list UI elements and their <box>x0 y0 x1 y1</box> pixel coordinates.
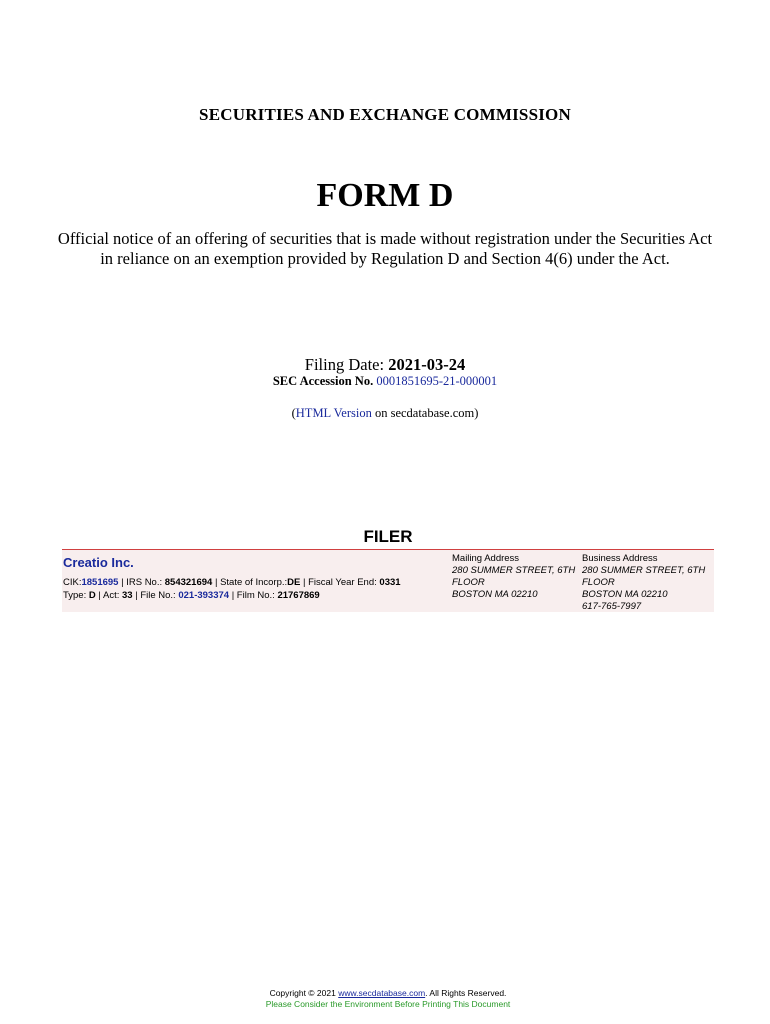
act-label: | Act: <box>98 590 120 601</box>
irs-value: 854321694 <box>164 577 213 588</box>
copyright-prefix: Copyright © 2021 <box>269 988 336 998</box>
filer-ids-row-1 <box>63 577 401 588</box>
company-name[interactable]: Creatio Inc. <box>63 555 134 570</box>
accession-label: SEC Accession No. <box>272 374 374 388</box>
fye-label: | Fiscal Year End: <box>303 577 377 588</box>
business-phone: 617-765-7997 <box>582 601 642 612</box>
accession-number <box>0 374 770 389</box>
filing-date-value: 2021-03-24 <box>388 355 466 374</box>
environment-note: Please Consider the Environment Before Printing This Document <box>265 999 511 1009</box>
cik-label: CIK: <box>63 577 82 588</box>
mailing-address-line2: BOSTON MA 02210 <box>452 589 538 600</box>
filing-date-label: Filing Date: <box>304 355 385 374</box>
state-label: | State of Incorp.: <box>214 577 288 588</box>
business-address-header: Business Address <box>582 553 658 564</box>
footer <box>0 988 770 1010</box>
film-value: 21767869 <box>277 590 320 601</box>
type-value: D <box>88 590 96 601</box>
mailing-address <box>452 553 580 601</box>
fye-value: 0331 <box>379 577 401 588</box>
act-value: 33 <box>122 590 133 601</box>
business-address <box>582 553 712 613</box>
file-number-link[interactable]: 021-393374 <box>178 590 230 601</box>
html-version-open-paren: ( <box>291 406 296 420</box>
copyright-line <box>0 988 770 999</box>
accession-link[interactable]: 0001851695-21-000001 <box>376 374 498 388</box>
business-address-line1: 280 SUMMER STREET, 6TH FLOOR <box>582 565 706 588</box>
filer-heading: FILER <box>363 527 413 546</box>
mailing-address-header: Mailing Address <box>452 553 520 564</box>
offering-notice: Official notice of an offering of securities that is made without registration under the Securities Act in reliance on an exemption provided by Regulation D and Section 4(6) under the Act. <box>57 229 713 268</box>
cik-value[interactable]: 1851695 <box>81 577 119 588</box>
html-version-note <box>0 406 770 421</box>
irs-label: | IRS No.: <box>121 577 163 588</box>
film-label: | Film No.: <box>231 590 275 601</box>
filing-date <box>0 355 770 375</box>
secdatabase-link[interactable]: www.secdatabase.com <box>338 988 426 998</box>
filer-ids-row-2 <box>63 590 320 601</box>
type-label: Type: <box>63 590 87 601</box>
copyright-suffix: . All Rights Reserved. <box>425 988 507 998</box>
html-version-suffix: on secdatabase.com) <box>374 406 479 420</box>
file-label: | File No.: <box>135 590 176 601</box>
agency-title: SECURITIES AND EXCHANGE COMMISSION <box>199 105 571 124</box>
filer-info-box <box>62 549 714 612</box>
state-value: DE <box>287 577 301 588</box>
business-address-line2: BOSTON MA 02210 <box>582 589 668 600</box>
mailing-address-line1: 280 SUMMER STREET, 6TH FLOOR <box>452 565 576 588</box>
html-version-link[interactable]: HTML Version <box>295 406 372 420</box>
form-title: FORM D <box>316 177 454 214</box>
